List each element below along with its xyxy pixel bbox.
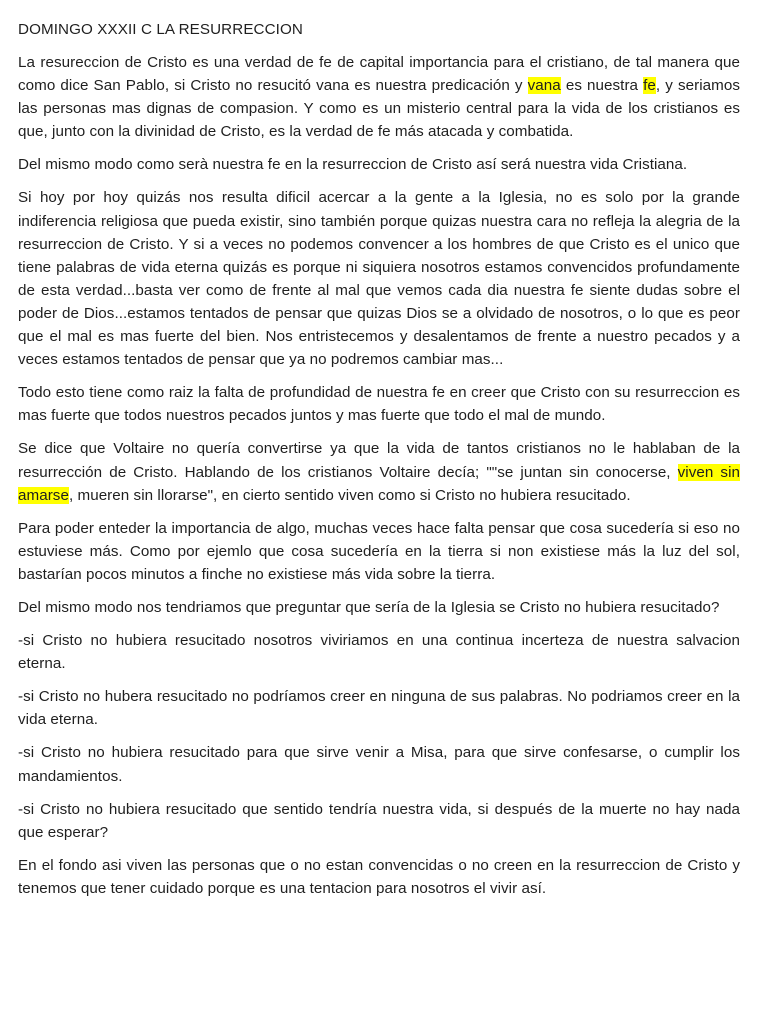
paragraph-1-text-b: es nuestra	[560, 77, 644, 95]
highlight-viven-sin: viven sin	[677, 463, 740, 481]
paragraph-1-text-c: , y seriamos las personas mas dignas de compasion. Y como es un misterio central para la vida de los cristianos es que, junto con la divinidad de Cristo, es la verdad de fe más atacada y combatida.	[18, 77, 740, 141]
paragraph-8: -si Cristo no hubiera resucitado nosotros viviriamos en una continua incerteza de nuestra salvacion eterna.	[18, 632, 740, 673]
paragraph-1	[18, 51, 740, 143]
paragraph-2: Del mismo modo como serà nuestra fe en la resurreccion de Cristo así será nuestra vida Cristiana.	[18, 156, 688, 174]
title-prefix: DOMINGO	[18, 21, 98, 38]
document-title	[18, 18, 740, 41]
highlight-amarse: amarse	[18, 486, 69, 504]
paragraph-9: -si Cristo no hubera resucitado no podríamos creer en ninguna de sus palabras. No podriamos creer en la vida eterna.	[18, 688, 740, 729]
paragraph-11: -si Cristo no hubiera resucitado que sentido tendría nuestra vida, si después de la muerte no hay nada que esperar?	[18, 800, 740, 841]
paragraph-6: Para poder enteder la importancia de algo, muchas veces hace falta pensar que cosa sucedería si eso no estuviese más. Como por ejemlo que cosa sucedería en la tierra si non existiese más la luz del sol, bastarían pocos minutos a finche no existiese más vida sobre la tierra.	[18, 519, 740, 583]
title-suffix: C LA RESURRECCION	[136, 21, 303, 38]
paragraph-5-text-a: Se dice que Voltaire no quería convertirse ya que la vida de tantos cristianos no le hablaban de la resurrección de Cristo. Hablando de los cristianos Voltaire decía; ""se juntan sin conocerse,	[18, 440, 740, 481]
paragraph-10: -si Cristo no hubiera resucitado para que sirve venir a Misa, para que sirve confesarse, o cumplir los mandamientos.	[18, 744, 740, 785]
paragraph-3: Si hoy por hoy quizás nos resulta dificil acercar a la gente a la Iglesia, no es solo por la grande indiferencia religiosa que pueda existir, sino también porque quizas nuestra cara no refleja la alegria de la resurreccion de Cristo. Y si a veces no podemos convencer a los hombres de que Cristo es el unico que tiene palabras de vida eterna quizás es porque ni siquiera nosotros estamos convencidos profundamente de esta verdad...basta ver como de frente al mal que vemos cada dia nuestra fe siente dudas sobre el poder de Dios...estamos tentados de pensar que quizas Dios se a olvidado de nosotros, o lo que es peor que el mal es mas fuerte del bien. Nos entristecemos y desalentamos de frente a nuestro pecados y a veces estamos tentados de pensar que ya no podremos cambiar mas...	[18, 189, 740, 369]
paragraph-12: En el fondo asi viven las personas que o no estan convencidas o no creen en la resurreccion de Cristo y tenemos que tener cuidado porque es una tentacion para nosotros el vivir así.	[18, 856, 740, 897]
paragraph-1-text-a: La resureccion de Cristo es una verdad de fe de capital importancia para el cristiano, de tal manera que como dice San Pablo, si Cristo no resucitó vana es nuestra predicación y	[18, 54, 740, 95]
title-roman-numeral: XXXII	[97, 21, 137, 38]
highlight-vana: vana	[527, 77, 561, 95]
paragraph-7: Del mismo modo nos tendriamos que preguntar que sería de la Iglesia se Cristo no hubiera resucitado?	[18, 598, 720, 616]
paragraph-5	[18, 437, 740, 506]
paragraph-5-text-c: , mueren sin llorarse", en cierto sentido viven como si Cristo no hubiera resucitado.	[68, 486, 631, 504]
paragraph-4: Todo esto tiene como raiz la falta de profundidad de nuestra fe en creer que Cristo con su resurreccion es mas fuerte que todos nuestros pecados juntos y mas fuerte que todo el mal de mundo.	[18, 384, 740, 425]
highlight-fe: fe	[643, 77, 656, 95]
